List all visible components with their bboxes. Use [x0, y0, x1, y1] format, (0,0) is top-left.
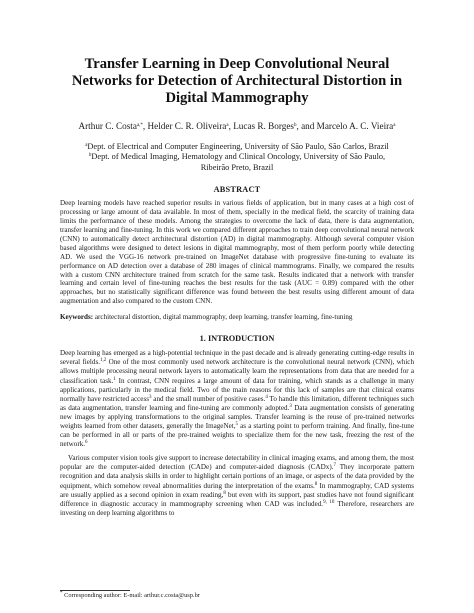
paragraph-text: In mammography, CAD systems are usually applied as a second opinion in exam reading, [60, 481, 414, 499]
paragraph-text: Various computer vision tools give support to increase detectability in clinical imaging exams, and among them, the most popular are the computer-aided detection (CADe) and computer-aided diagnosis (CADx). [60, 454, 414, 472]
paragraph-text: In contrast, CNN requires a large amount of data for training, which stands as a challenge in many applications, particularly in the medical field. Two of the main reasons for this lack of samples are that clinical exams normally have restricted access [60, 376, 414, 403]
author-affiliation-mark: b [294, 123, 297, 128]
paragraph-text: but even with its support, past studies have not found significant difference in diagnostic accuracy in mammography screening when CAD was included. [60, 490, 414, 508]
paragraph-text: One of the most commonly used network architecture is the convolutional neural network (CNN), which allows multiple processing neural network layers to automatically learn the representations from data that are needed for a classification task. [60, 358, 414, 385]
citation-ref: 1,2 [99, 358, 107, 364]
introduction-paragraph [60, 349, 414, 449]
citation-ref: 7 [333, 463, 336, 469]
abstract-body: Deep learning models have reached superior results in various fields of application, but in many cases at a high cost of processing or large amount of data available. In most of them, specially in the medical field, the scarcity of training data limits the performance of these models. Among the strategies to overcome the lack of data, there is data augmentation, transfer learning and fine-tuning. In this work we compared different approaches to train deep convolutional neural network (CNN) to automatically detect architectural distortion (AD) in digital mammography. Although several computer vision based algorithms were designed to detect lesions in digital mammography, most of them perform poorly while detecting AD. We used the VGG-16 network pre-trained on ImageNet database with progressive fine-tuning to evaluate its performance on AD detection over a database of 280 images of clinical mammograms. Finally, we compared the results with a custom CNN architecture trained from scratch for the same task. Results indicated that a network with transfer learning and certain level of fine-tuning reaches the best results for the task (AUC = 0.89) compared with the other approaches, but no statistically significant difference was found between the best results using different amount of data augmentation and also compared to the custom CNN. [60, 198, 414, 306]
affiliation-text: Dept. of Electrical and Computer Engineering, University of São Paulo, São Carlos, Brazil [87, 142, 389, 151]
footnote-mark: * [60, 591, 63, 596]
affiliation-line [60, 152, 414, 162]
citation-ref: 6 [85, 440, 88, 446]
footnote-rule [60, 590, 130, 591]
keywords-text: architectural distortion, digital mammography, deep learning, transfer learning, fine-tuning [94, 313, 353, 322]
affiliation-line [60, 142, 414, 152]
author-separator: , and [296, 121, 317, 131]
affiliation-text: Dept. of Medical Imaging, Hematology and Clinical Oncology, University of São Paulo, [91, 152, 386, 162]
keywords-line [60, 313, 414, 322]
author-name: Arthur C. Costa [78, 121, 137, 131]
paragraph-text: Data augmentation consists of generating new images by applying transformations to the original samples. Transfer learning is the reuse of pre-trained networks weights learned from other datasets, generally the ImageNet, [60, 403, 415, 430]
affiliation-list [60, 142, 414, 173]
footnote [60, 592, 200, 600]
author-affiliation-mark: a,* [136, 123, 143, 128]
affiliation-mark: a [85, 143, 88, 148]
footnote-text: Corresponding author: E-mail: arthur.c.costa@usp.br [62, 592, 200, 599]
paragraph-text: Therefore, researchers are investing on deep learning algorithms to [60, 499, 415, 517]
keywords-label: Keywords: [60, 313, 94, 322]
paragraph-text: They incorporate pattern recognition and data analysis skills in order to highlight certain portions of an image, or aspects of the data provided by the equipment, which somehow reveal abnormalities during the interpretation of the exams. [60, 463, 414, 490]
citation-ref: 3 [148, 394, 152, 400]
citation-ref: 5 [235, 421, 238, 427]
section-heading-introduction: 1. INTRODUCTION [199, 334, 275, 344]
introduction-paragraph [60, 454, 414, 518]
author-affiliation-mark: a [393, 123, 396, 128]
affiliation-text: Ribeirão Preto, Brazil [200, 162, 274, 172]
author-affiliation-mark: a [226, 123, 229, 128]
citation-ref: 1 [113, 376, 116, 382]
introduction-section [60, 349, 414, 518]
author-name: Marcelo A. C. Vieira [316, 121, 394, 131]
paragraph-text: To handle this limitation, different techniques such as data augmentation, transfer learning and fine-tuning are commonly adopted. [60, 394, 414, 412]
citation-ref: 8 [314, 481, 318, 487]
paragraph-text: and the small number of positive cases. [151, 394, 266, 403]
affiliation-line [60, 163, 414, 173]
paragraph-text: as a starting point to perform training. And finally, fine-tune can be performed in all or parts of the pre-trained weights to specialize them for the new task, freezing the rest of the network. [60, 421, 414, 449]
citation-ref: 3 [289, 403, 292, 409]
abstract-heading: ABSTRACT [213, 184, 261, 194]
author-name: Helder C. R. Oliveira [147, 121, 227, 131]
citation-ref: 9, 10 [323, 499, 335, 505]
citation-ref: 4 [265, 394, 268, 400]
author-separator: , [228, 121, 234, 131]
author-list [60, 121, 414, 132]
paragraph-text: Deep learning has emerged as a high-potential technique in the past decade and is already generating cutting-edge results in several fields. [60, 349, 414, 367]
affiliation-mark: b [88, 153, 92, 159]
author-separator: , [142, 121, 148, 131]
author-name: Lucas R. Borges [233, 121, 295, 131]
citation-ref: 8 [223, 490, 226, 496]
paper-title: Transfer Learning in Deep Convolutional Neural Networks for Detection of Architectural Distortion in Digital Mammography [71, 56, 403, 106]
